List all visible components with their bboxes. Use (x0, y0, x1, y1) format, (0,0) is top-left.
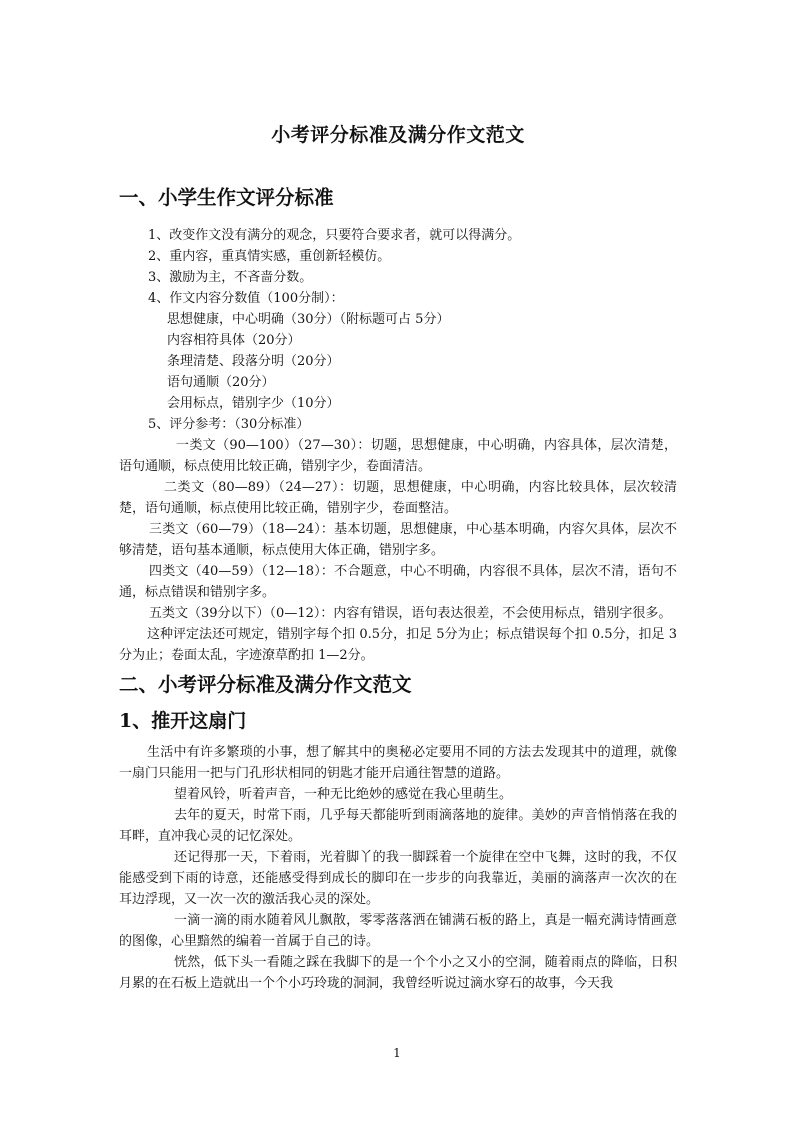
essay-paragraph: 一滴一滴的雨水随着风儿飘散，零零落落洒在铺满石板的路上，真是一幅充满诗情画意的图像，心里黯然的编着一首属于自己的诗。 (119, 913, 677, 949)
essay-paragraph: 恍然，低下头一看随之踩在我脚下的是一个个小之又小的空洞，随着雨点的降临，日积月累的在石板上造就出一个个小巧玲珑的洞洞，我曾经听说过滴水穿石的故事，今天我 (119, 955, 677, 991)
criteria-item: 2、重内容，重真情实感，重创新轻模仿。 (148, 249, 391, 264)
grade-description: 二类文（80—89）（24—27）：切题，思想健康，中心明确，内容比较具体，层次较清楚，语句通顺，标点使用比较正确，错别字少，卷面整洁。 (119, 480, 677, 516)
criteria-item: 3、激励为主，不吝啬分数。 (148, 270, 313, 285)
grade-description: 一类文（90—100）（27—30）：切题，思想健康，中心明确，内容具体，层次清楚，语句通顺，标点使用比较正确，错别字少，卷面清洁。 (119, 438, 677, 474)
score-subitem: 条理清楚、段落分明（20分） (167, 354, 340, 369)
score-subitem: 会用标点，错别字少（10分） (167, 396, 340, 411)
essay-title: 1、推开这扇门 (119, 710, 247, 732)
section-heading-criteria: 一、小学生作文评分标准 (119, 186, 334, 209)
criteria-item: 1、改变作文没有满分的观念，只要符合要求者，就可以得满分。 (148, 228, 521, 243)
score-subitem: 语句通顺（20分） (167, 375, 275, 390)
grade-description: 四类文（40—59）（12—18）：不合题意，中心不明确，内容很不具体，层次不清，语句不通，标点错误和错别字多。 (119, 564, 677, 600)
page-number: 1 (393, 1046, 401, 1060)
document-body (119, 122, 677, 994)
score-subitem: 内容相符具体（20分） (167, 333, 301, 348)
score-subitem: 思想健康，中心明确（30分）（附标题可占 5分） (167, 312, 450, 327)
criteria-list (119, 225, 677, 666)
criteria-item: 4、作文内容分数值（100分制）： (148, 291, 344, 306)
essay-paragraph: 去年的夏天，时常下雨，几乎每天都能听到雨滴落地的旋律。美妙的声音悄悄落在我的耳畔，直冲我心灵的记忆深处。 (119, 808, 677, 844)
document-title: 小考评分标准及满分作文范文 (271, 124, 525, 146)
essay-paragraph: 生活中有许多繁琐的小事，想了解其中的奥秘必定要用不同的方法去发现其中的道理，就像一扇门只能用一把与门孔形状相同的钥匙才能开启通往智慧的道路。 (119, 745, 677, 781)
section-heading-essays: 二、小考评分标准及满分作文范文 (119, 673, 412, 696)
reference-heading: 5、评分参考：（30分标准） (148, 417, 310, 432)
deduction-rule: 这种评定法还可规定，错别字每个扣 0.5分，扣足 5分为止；标点错误每个扣 0.5分，扣足 3分为止；卷面太乱，字迹潦草酌扣 1—2分。 (119, 627, 677, 663)
grade-description: 三类文（60—79）（18—24）：基本切题，思想健康，中心基本明确，内容欠具体，层次不够清楚，语句基本通顺，标点使用大体正确，错别字多。 (119, 522, 677, 558)
essay-paragraph: 还记得那一天，下着雨，光着脚丫的我一脚踩着一个旋律在空中飞舞，这时的我，不仅能感受到下雨的诗意，还能感受得到成长的脚印在一步步的向我靠近，美丽的滴落声一次次的在耳边浮现，又一次一次的激活我心灵的深处。 (119, 850, 677, 907)
essay-body (119, 742, 677, 994)
essay-paragraph: 望着风铃，听着声音，一种无比绝妙的感觉在我心里萌生。 (174, 787, 513, 802)
grade-description: 五类文（39分以下）（0—12）：内容有错误，语句表达很差，不会使用标点，错别字很多。 (149, 606, 672, 621)
